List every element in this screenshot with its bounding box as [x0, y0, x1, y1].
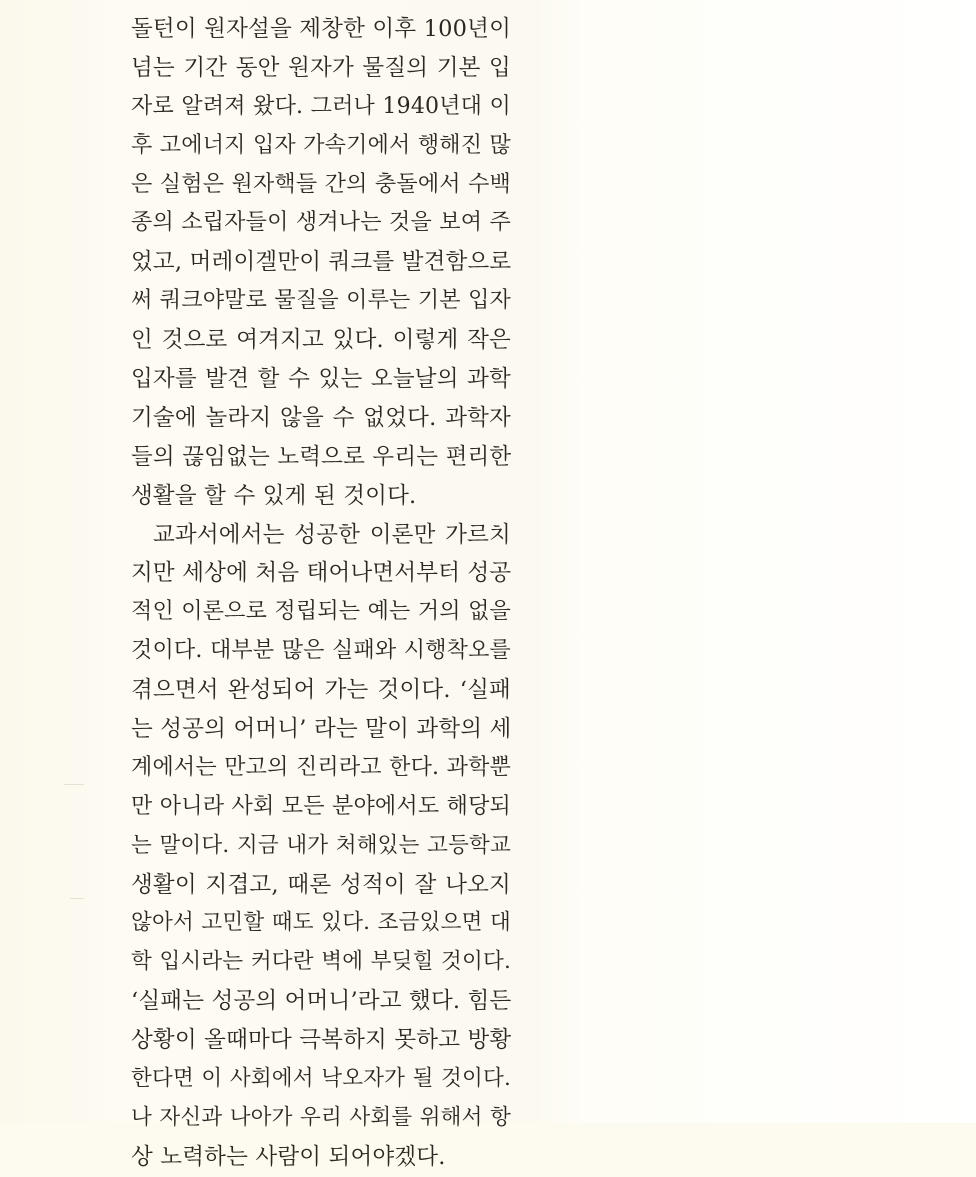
text-line: 었고, 머레이겔만이 쿼크를 발견함으로 [131, 249, 512, 276]
text-line: 후 고에너지 입자 가속기에서 행해진 많 [131, 132, 511, 158]
text-line: 상황이 올때마다 극복하지 못하고 방황 [131, 1027, 512, 1054]
text-line: 돌턴이 원자설을 제창한 이후 100년이 [131, 16, 512, 42]
paragraph-1 [131, 10, 511, 516]
text-line: 기술에 놀라지 않을 수 없었다. 과학자 [131, 404, 511, 431]
text-line: 들의 끊임없는 노력으로 우리는 편리한 [131, 443, 512, 470]
text-line: 나 자신과 나아가 우리 사회를 위해서 항 [131, 1104, 511, 1130]
text-line: 종의 소립자들이 생겨나는 것을 보여 주 [131, 210, 511, 236]
text-line: 인 것으로 여겨지고 있다. 이렇게 작은 [131, 327, 511, 354]
text-line: 교과서에서는 성공한 이론만 가르치 [153, 521, 511, 548]
text-line: 적인 이론으로 정립되는 예는 거의 없을 [131, 599, 511, 625]
text-line: 생활이 지겹고, 때론 성적이 잘 나오지 [131, 871, 511, 898]
text-line: 자로 알려져 왔다. 그러나 1940년대 이 [131, 93, 511, 119]
text-line: 상 노력하는 사람이 되어야겠다. [131, 1143, 446, 1170]
text-line: 입자를 발견 할 수 있는 오늘날의 과학 [131, 366, 511, 393]
text-line: 는 말이다. 지금 내가 처해있는 고등학교 [131, 832, 511, 858]
text-line: 계에서는 만고의 진리라고 한다. 과학뿐 [131, 754, 511, 780]
text-line: 써 쿼크야말로 물질을 이루는 기본 입자 [131, 288, 511, 314]
text-line: 은 실험은 원자핵들 간의 충돌에서 수백 [131, 171, 511, 197]
text-line: ‘실패는 성공의 어머니’라고 했다. 힘든 [131, 988, 512, 1015]
paragraph-2 [131, 516, 511, 1177]
text-line: 않아서 고민할 때도 있다. 조금있으면 대 [131, 910, 511, 936]
text-line: 생활을 할 수 있게 된 것이다. [131, 482, 417, 509]
body-text-column [131, 10, 511, 1177]
text-line: 겪으면서 완성되어 가는 것이다. ‘실패 [131, 677, 511, 704]
text-line: 는 성공의 어머니’ 라는 말이 과학의 세 [131, 716, 512, 743]
text-line: 학 입시라는 커다란 벽에 부딪힐 것이다. [131, 949, 511, 975]
margin-mark [64, 784, 84, 785]
text-line: 넘는 기간 동안 원자가 물질의 기본 입 [131, 54, 511, 81]
text-line: 만 아니라 사회 모든 분야에서도 해당되 [131, 793, 511, 819]
text-line: 한다면 이 사회에서 낙오자가 될 것이다. [131, 1066, 511, 1092]
text-line: 지만 세상에 처음 태어나면서부터 성공 [131, 560, 512, 587]
margin-mark [70, 898, 84, 899]
text-line: 것이다. 대부분 많은 실패와 시행착오를 [131, 638, 511, 664]
